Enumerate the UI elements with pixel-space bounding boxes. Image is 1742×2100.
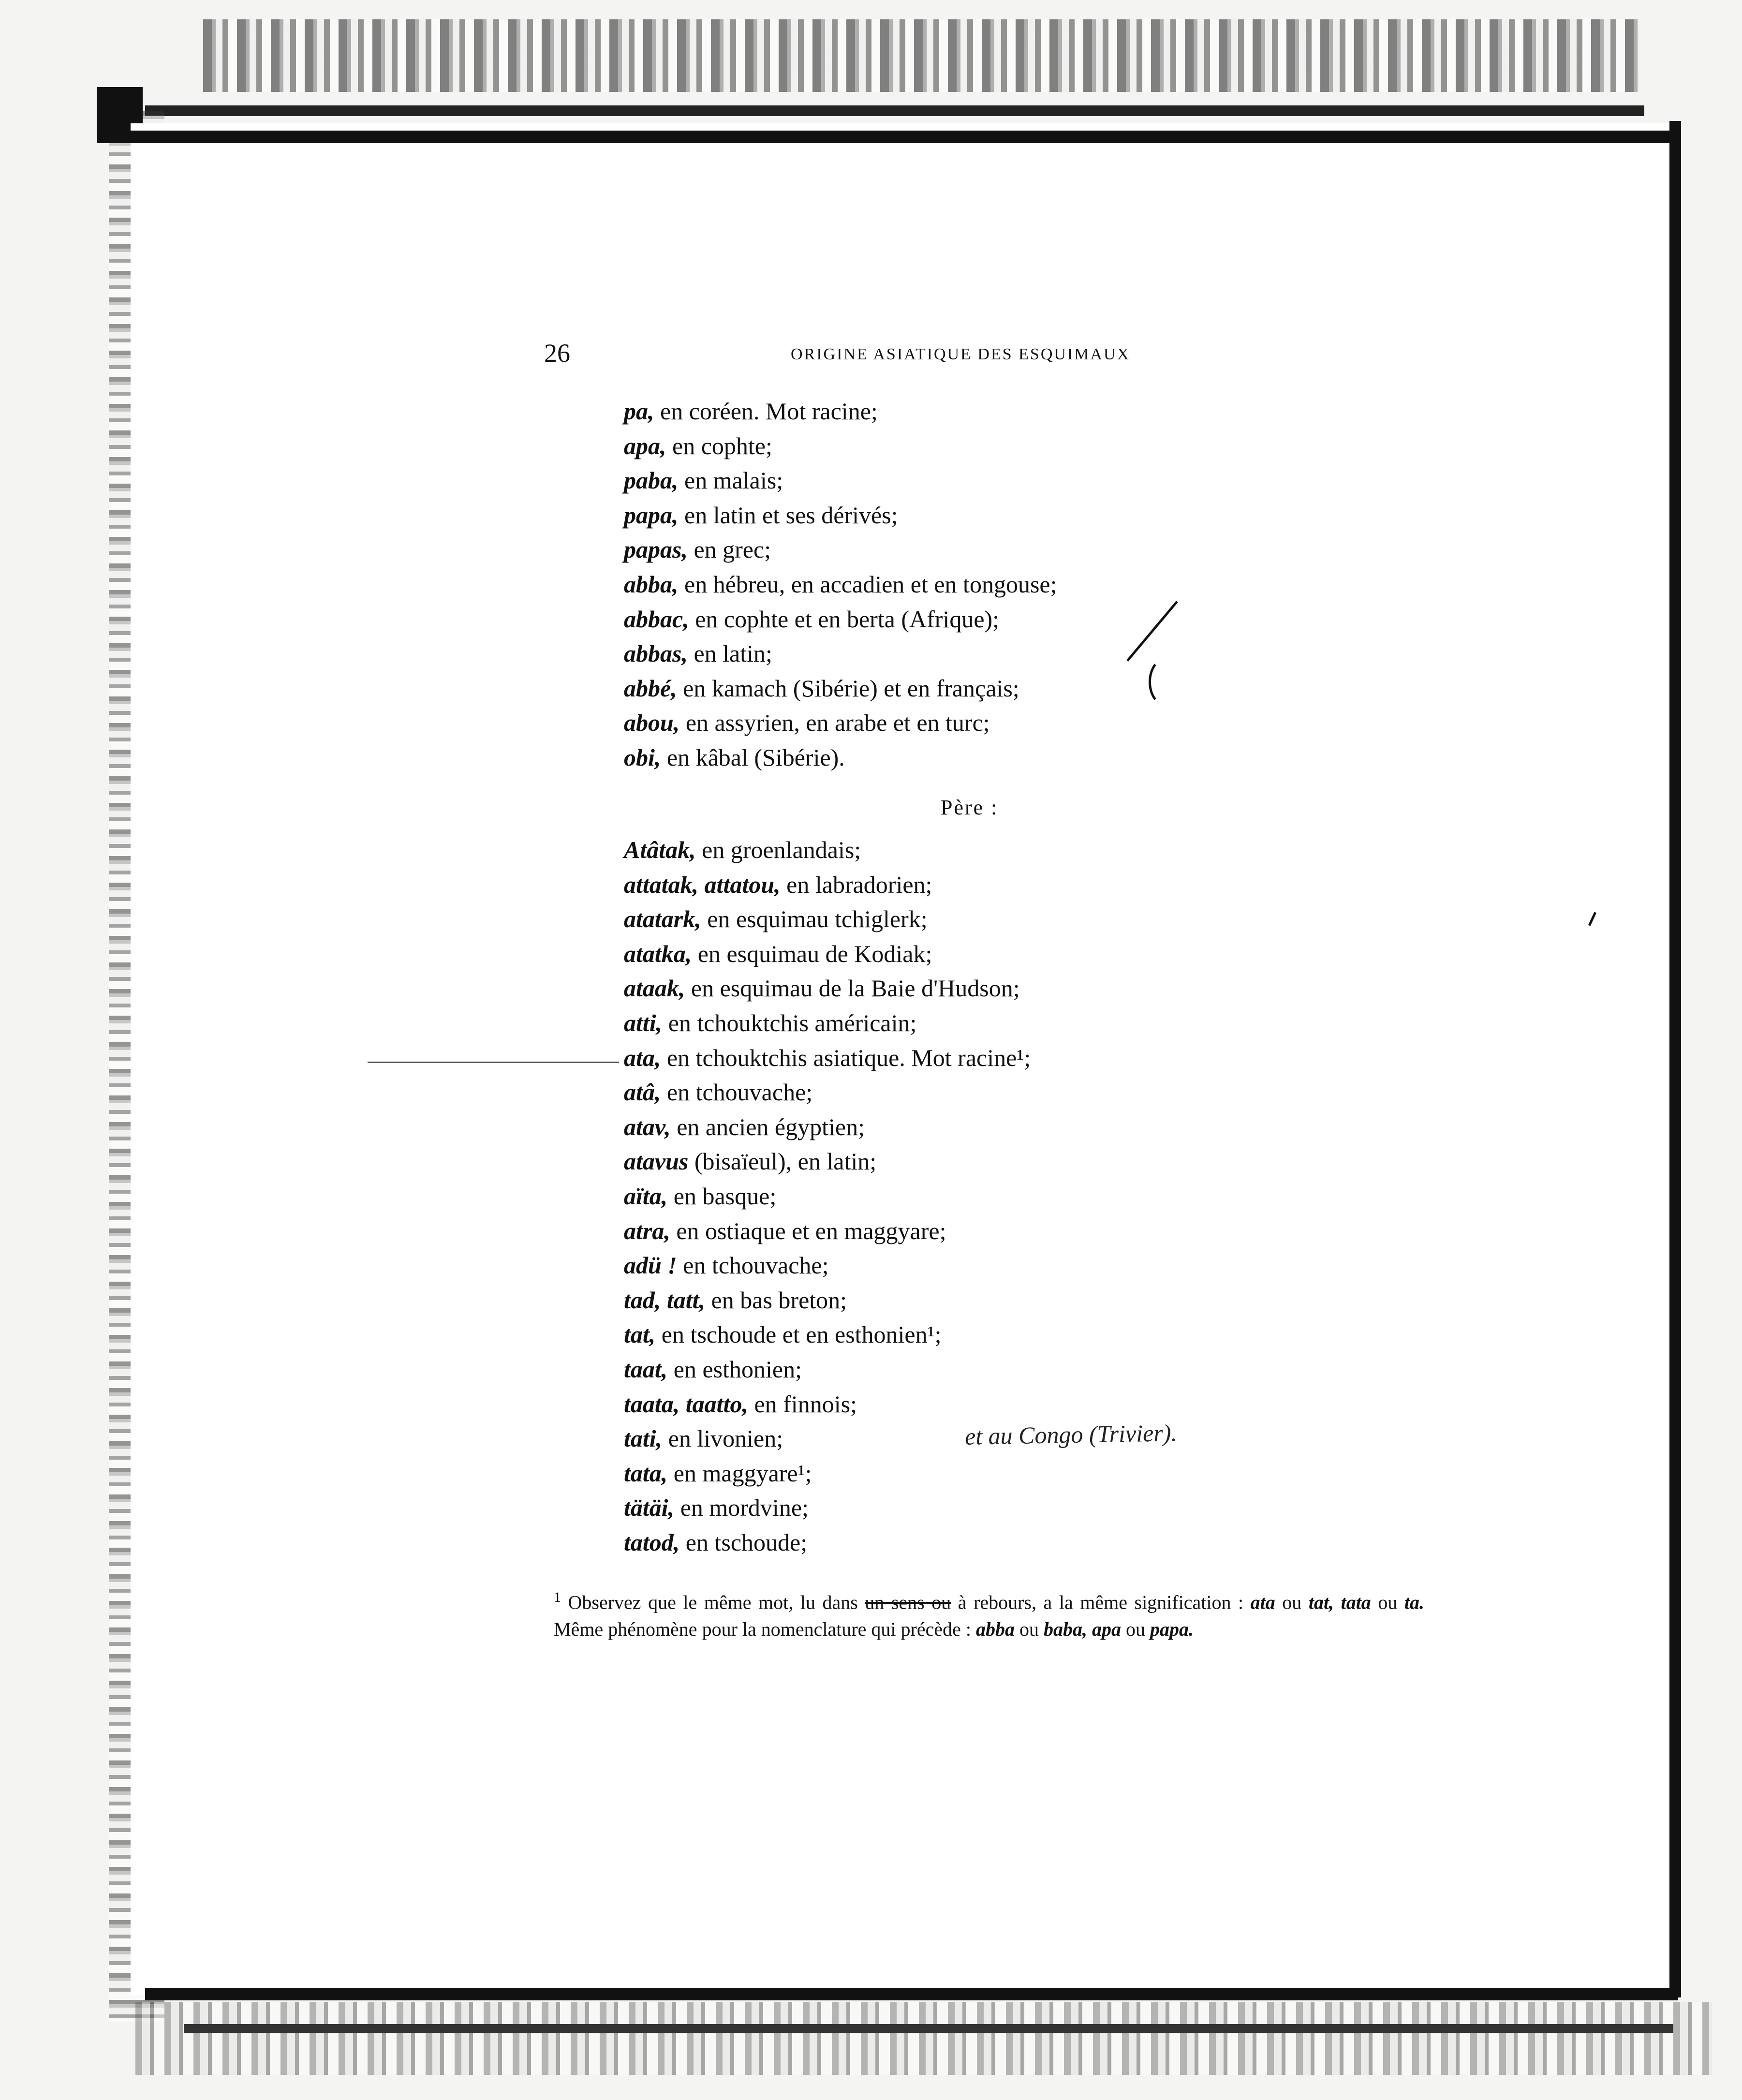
section-heading: Père : xyxy=(941,796,999,819)
entry-term: tata, xyxy=(624,1459,668,1487)
list-item xyxy=(624,868,1228,902)
entry-term: atra, xyxy=(624,1217,670,1244)
entry-gloss: en tschoude; xyxy=(679,1528,808,1556)
footnote-text: à rebours, a la même signification : xyxy=(951,1591,1251,1613)
entry-term: atavus xyxy=(624,1148,689,1175)
footnote-struck-text: un sens ou xyxy=(865,1591,951,1613)
list-item xyxy=(624,740,1228,775)
entry-term: atav, xyxy=(624,1113,671,1140)
list-item xyxy=(624,1110,1228,1145)
entry-gloss: en ancien égyptien; xyxy=(670,1113,865,1140)
entry-gloss: en kamach (Sibérie) et en français; xyxy=(677,674,1019,702)
entry-term: papas, xyxy=(624,536,688,563)
list-item xyxy=(624,429,1228,464)
list-item xyxy=(624,498,1228,533)
entry-term: atatark, xyxy=(624,905,701,933)
entry-term: abou, xyxy=(624,709,680,737)
word-list-mere xyxy=(624,394,1228,775)
entry-gloss: en tchouktchis asiatique. Mot racine¹; xyxy=(661,1044,1031,1071)
footnote-term: abba xyxy=(976,1618,1015,1641)
scan-border-top xyxy=(97,131,1678,143)
scan-border-top-inner xyxy=(145,105,1644,116)
entry-gloss: en kâbal (Sibérie). xyxy=(661,743,845,771)
entry-gloss: en tchouvache; xyxy=(661,1079,813,1106)
list-item xyxy=(624,1525,1228,1560)
entry-gloss: en coréen. Mot racine; xyxy=(654,398,878,425)
entry-gloss: en bas breton; xyxy=(705,1286,847,1314)
entry-term: adü ! xyxy=(624,1252,677,1279)
footnote-term: baba, apa xyxy=(1044,1618,1121,1641)
list-item xyxy=(624,1075,1228,1110)
entry-term: tat, xyxy=(624,1321,656,1348)
entry-term: abbas, xyxy=(624,640,688,667)
page-header xyxy=(544,334,1168,372)
list-item xyxy=(624,1214,1228,1249)
list-item xyxy=(624,833,1228,868)
list-item xyxy=(624,567,1228,602)
entry-gloss: en ostiaque et en maggyare; xyxy=(670,1217,946,1244)
entry-term: tatod, xyxy=(624,1528,680,1556)
list-item xyxy=(624,1248,1228,1283)
entry-gloss: en cophte; xyxy=(666,432,772,459)
entry-term: abbac, xyxy=(624,605,689,633)
footnote-text: ou xyxy=(1015,1618,1044,1641)
entry-gloss: en tschoude et en esthonien¹; xyxy=(655,1321,942,1348)
footnote-term: papa. xyxy=(1150,1618,1194,1641)
footnote xyxy=(554,1584,1424,1643)
margin-paren-mark xyxy=(1149,658,1182,706)
entry-gloss: en mordvine; xyxy=(674,1494,809,1522)
entry-gloss: en basque; xyxy=(667,1182,777,1210)
entry-gloss: en cophte et en berta (Afrique); xyxy=(689,605,1000,633)
footnote-term: ta. xyxy=(1404,1591,1424,1613)
entry-term: taat, xyxy=(624,1355,668,1383)
entry-gloss: en esquimau tchiglerk; xyxy=(701,905,928,933)
entry-term: atâ, xyxy=(624,1079,661,1106)
footnote-term: tat, tata xyxy=(1308,1591,1371,1613)
entry-term: Atâtak, xyxy=(624,836,696,863)
entry-gloss: en assyrien, en arabe et en turc; xyxy=(679,709,990,737)
scan-border-right xyxy=(1669,121,1681,1997)
list-item xyxy=(624,902,1228,937)
entry-gloss: en esquimau de Kodiak; xyxy=(692,940,932,967)
entry-term: atatka, xyxy=(624,940,692,967)
footnote-text: ou xyxy=(1121,1618,1150,1641)
entry-gloss: en labradorien; xyxy=(780,871,932,898)
word-list-pere xyxy=(624,833,1228,1560)
entry-term: apa, xyxy=(624,432,666,459)
list-item xyxy=(624,636,1228,671)
list-item xyxy=(624,1179,1228,1214)
footnote-text: Observez que le même mot, lu dans xyxy=(561,1591,865,1613)
entry-gloss: en esthonien; xyxy=(667,1355,802,1383)
list-item xyxy=(624,532,1228,567)
list-item xyxy=(624,1041,1228,1076)
entry-gloss: en maggyare¹; xyxy=(667,1459,812,1487)
list-item xyxy=(624,1317,1228,1352)
entry-term: abba, xyxy=(624,570,679,598)
list-item xyxy=(624,706,1228,740)
entry-gloss: en groenlandais; xyxy=(695,836,861,863)
list-item xyxy=(624,671,1228,706)
handwritten-annotation: et au Congo (Trivier). xyxy=(964,1419,1178,1450)
list-item xyxy=(624,1456,1228,1491)
entry-term: atti, xyxy=(624,1009,663,1036)
entry-term: tad, tatt, xyxy=(624,1286,706,1314)
entry-term: ata, xyxy=(624,1044,661,1071)
entry-gloss: en latin; xyxy=(687,640,772,667)
entry-term: pa, xyxy=(624,398,654,425)
entry-term: tätäi, xyxy=(624,1494,675,1522)
entry-term: papa, xyxy=(624,501,679,529)
entry-term: taata, taatto, xyxy=(624,1390,748,1418)
footnote-text: ou xyxy=(1275,1591,1309,1613)
footnote-text: ou xyxy=(1371,1591,1404,1613)
entry-gloss: en livonien; xyxy=(662,1425,783,1452)
scan-border-bottom xyxy=(145,1988,1678,2000)
entry-term: paba, xyxy=(624,467,679,494)
entry-term: tati, xyxy=(624,1425,663,1452)
entry-gloss: en esquimau de la Baie d'Hudson; xyxy=(685,975,1020,1002)
margin-rule-mark xyxy=(368,1062,619,1063)
footnote-marker: 1 xyxy=(554,1589,561,1605)
list-item xyxy=(624,602,1228,637)
running-head: ORIGINE ASIATIQUE DES ESQUIMAUX xyxy=(791,345,1131,363)
entry-term: ataak, xyxy=(624,975,685,1002)
footnote-text: Même phénomène pour la nomenclature qui précède : xyxy=(554,1618,976,1641)
scan-edge-bottom xyxy=(135,2002,1712,2075)
footnote-term: ata xyxy=(1250,1591,1275,1613)
entry-gloss: en hébreu, en accadien et en tongouse; xyxy=(678,570,1057,598)
list-item xyxy=(624,394,1228,429)
entry-gloss: en malais; xyxy=(678,467,783,494)
list-item xyxy=(624,463,1228,498)
entry-gloss: en grec; xyxy=(687,536,771,563)
list-item xyxy=(624,937,1228,972)
entry-term: aïta, xyxy=(624,1182,668,1210)
list-item xyxy=(624,971,1228,1006)
page-number: 26 xyxy=(544,339,570,368)
entry-term: obi, xyxy=(624,743,661,771)
list-item xyxy=(624,1283,1228,1318)
list-item xyxy=(624,1352,1228,1387)
entry-term: attatak, attatou, xyxy=(624,871,781,898)
list-item xyxy=(624,1006,1228,1041)
scan-edge-top xyxy=(203,19,1639,92)
entry-gloss: en tchouvache; xyxy=(677,1252,829,1279)
entry-gloss: en latin et ses dérivés; xyxy=(678,501,898,529)
entry-gloss: (bisaïeul), en latin; xyxy=(688,1148,877,1175)
list-item xyxy=(624,1144,1228,1179)
scan-border-bottom-inner xyxy=(184,2024,1673,2033)
entry-term: abbé, xyxy=(624,674,677,702)
entry-gloss: en finnois; xyxy=(748,1390,857,1418)
entry-gloss: en tchouktchis américain; xyxy=(662,1009,917,1036)
list-item xyxy=(624,1491,1228,1525)
